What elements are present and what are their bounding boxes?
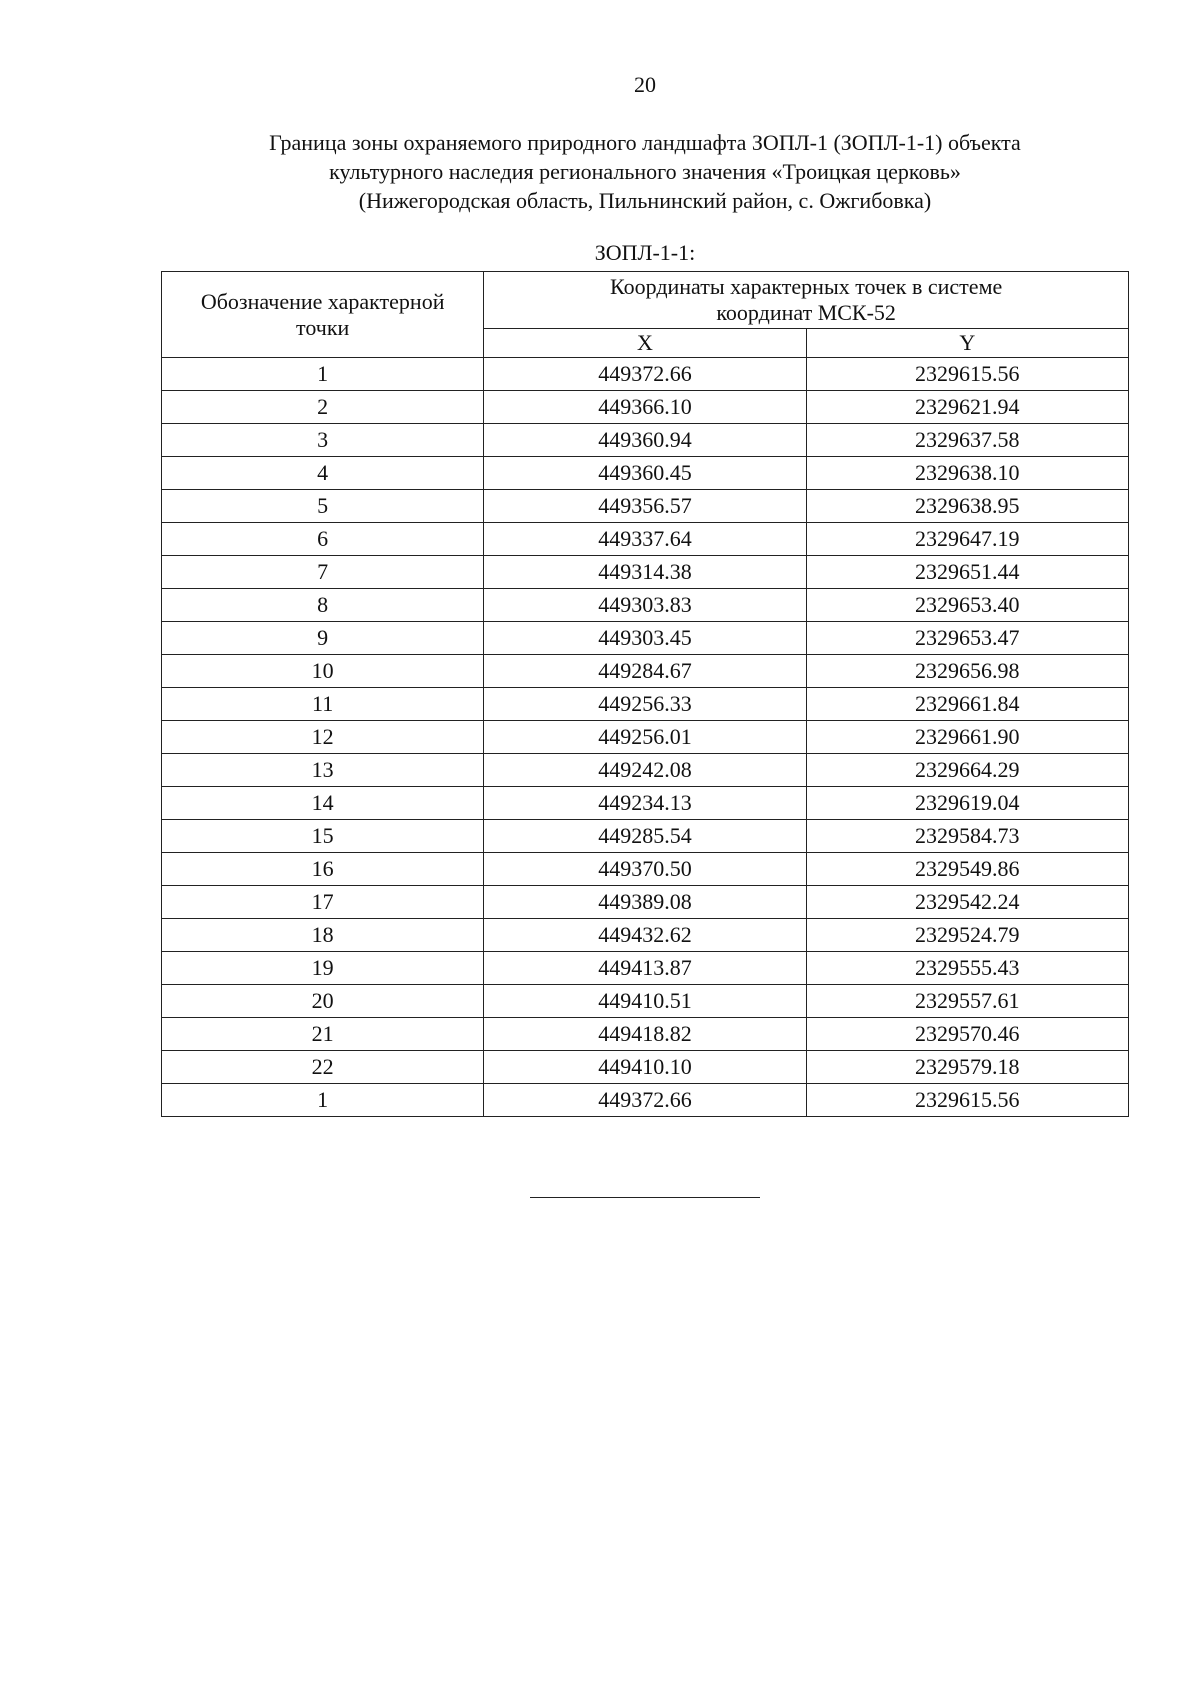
point-cell: 13 bbox=[162, 754, 484, 787]
x-coordinate-cell: 449418.82 bbox=[484, 1018, 806, 1051]
table-row bbox=[162, 589, 1129, 622]
header-coords-line-2: координат МСК-52 bbox=[716, 300, 896, 325]
table-row bbox=[162, 556, 1129, 589]
y-coordinate-cell: 2329579.18 bbox=[806, 1051, 1128, 1084]
header-point-line-1: Обозначение характерной bbox=[200, 288, 445, 314]
table-row bbox=[162, 1018, 1129, 1051]
point-cell: 19 bbox=[162, 952, 484, 985]
table-row bbox=[162, 1051, 1129, 1084]
point-cell: 16 bbox=[162, 853, 484, 886]
header-coordinates bbox=[484, 272, 1129, 329]
table-row bbox=[162, 688, 1129, 721]
x-coordinate-cell: 449413.87 bbox=[484, 952, 806, 985]
y-coordinate-cell: 2329619.04 bbox=[806, 787, 1128, 820]
y-coordinate-cell: 2329549.86 bbox=[806, 853, 1128, 886]
table-row bbox=[162, 1084, 1129, 1117]
point-cell: 21 bbox=[162, 1018, 484, 1051]
x-coordinate-cell: 449410.10 bbox=[484, 1051, 806, 1084]
y-coordinate-cell: 2329557.61 bbox=[806, 985, 1128, 1018]
x-coordinate-cell: 449410.51 bbox=[484, 985, 806, 1018]
y-coordinate-cell: 2329647.19 bbox=[806, 523, 1128, 556]
y-coordinate-cell: 2329621.94 bbox=[806, 391, 1128, 424]
point-cell: 11 bbox=[162, 688, 484, 721]
table-row bbox=[162, 424, 1129, 457]
table-row bbox=[162, 523, 1129, 556]
table-row bbox=[162, 457, 1129, 490]
table-row bbox=[162, 754, 1129, 787]
table-caption: ЗОПЛ-1-1: bbox=[594, 240, 696, 265]
x-coordinate-cell: 449314.38 bbox=[484, 556, 806, 589]
point-cell: 1 bbox=[162, 1084, 484, 1117]
point-cell: 14 bbox=[162, 787, 484, 820]
y-coordinate-cell: 2329653.40 bbox=[806, 589, 1128, 622]
point-cell: 9 bbox=[162, 622, 484, 655]
table-row bbox=[162, 358, 1129, 391]
x-coordinate-cell: 449337.64 bbox=[484, 523, 806, 556]
title-line-3: (Нижегородская область, Пильнинский район, с. Ожгибовка) bbox=[358, 188, 932, 213]
x-coordinate-cell: 449389.08 bbox=[484, 886, 806, 919]
point-cell: 4 bbox=[162, 457, 484, 490]
x-coordinate-cell: 449284.67 bbox=[484, 655, 806, 688]
header-point-line-2: точки bbox=[296, 314, 350, 340]
point-cell: 10 bbox=[162, 655, 484, 688]
point-cell: 17 bbox=[162, 886, 484, 919]
point-cell: 22 bbox=[162, 1051, 484, 1084]
table-row bbox=[162, 886, 1129, 919]
x-coordinate-cell: 449256.33 bbox=[484, 688, 806, 721]
x-coordinate-cell: 449285.54 bbox=[484, 820, 806, 853]
y-coordinate-cell: 2329661.84 bbox=[806, 688, 1128, 721]
y-coordinate-cell: 2329661.90 bbox=[806, 721, 1128, 754]
x-coordinate-cell: 449372.66 bbox=[484, 358, 806, 391]
point-cell: 3 bbox=[162, 424, 484, 457]
table-body bbox=[162, 358, 1129, 1117]
y-coordinate-cell: 2329570.46 bbox=[806, 1018, 1128, 1051]
header-x: X bbox=[484, 329, 806, 358]
header-y: Y bbox=[806, 329, 1128, 358]
point-cell: 12 bbox=[162, 721, 484, 754]
x-coordinate-cell: 449256.01 bbox=[484, 721, 806, 754]
x-coordinate-cell: 449432.62 bbox=[484, 919, 806, 952]
y-coordinate-cell: 2329584.73 bbox=[806, 820, 1128, 853]
header-point-designation bbox=[162, 272, 484, 358]
x-coordinate-cell: 449242.08 bbox=[484, 754, 806, 787]
table-header bbox=[162, 272, 1129, 358]
table-row bbox=[162, 919, 1129, 952]
y-coordinate-cell: 2329542.24 bbox=[806, 886, 1128, 919]
y-coordinate-cell: 2329615.56 bbox=[806, 358, 1128, 391]
title-line-2: культурного наследия регионального значения «Троицкая церковь» bbox=[329, 159, 961, 184]
table-row bbox=[162, 985, 1129, 1018]
y-coordinate-cell: 2329637.58 bbox=[806, 424, 1128, 457]
y-coordinate-cell: 2329524.79 bbox=[806, 919, 1128, 952]
x-coordinate-cell: 449360.45 bbox=[484, 457, 806, 490]
x-coordinate-cell: 449370.50 bbox=[484, 853, 806, 886]
y-coordinate-cell: 2329615.56 bbox=[806, 1084, 1128, 1117]
coordinates-table bbox=[161, 271, 1129, 1117]
point-cell: 15 bbox=[162, 820, 484, 853]
table-row bbox=[162, 820, 1129, 853]
title-line-1: Граница зоны охраняемого природного ландшафта ЗОПЛ-1 (ЗОПЛ-1-1) объекта bbox=[269, 130, 1021, 155]
table-row bbox=[162, 490, 1129, 523]
table-row bbox=[162, 952, 1129, 985]
point-cell: 7 bbox=[162, 556, 484, 589]
y-coordinate-cell: 2329638.10 bbox=[806, 457, 1128, 490]
y-coordinate-cell: 2329638.95 bbox=[806, 490, 1128, 523]
end-divider-line bbox=[530, 1197, 760, 1198]
point-cell: 20 bbox=[162, 985, 484, 1018]
point-cell: 18 bbox=[162, 919, 484, 952]
table-row bbox=[162, 721, 1129, 754]
table-row bbox=[162, 391, 1129, 424]
table-row bbox=[162, 787, 1129, 820]
point-cell: 6 bbox=[162, 523, 484, 556]
y-coordinate-cell: 2329653.47 bbox=[806, 622, 1128, 655]
x-coordinate-cell: 449356.57 bbox=[484, 490, 806, 523]
y-coordinate-cell: 2329555.43 bbox=[806, 952, 1128, 985]
page-number: 20 bbox=[634, 72, 656, 97]
x-coordinate-cell: 449366.10 bbox=[484, 391, 806, 424]
document-title bbox=[160, 128, 1130, 215]
x-coordinate-cell: 449234.13 bbox=[484, 787, 806, 820]
y-coordinate-cell: 2329656.98 bbox=[806, 655, 1128, 688]
x-coordinate-cell: 449303.83 bbox=[484, 589, 806, 622]
table-row bbox=[162, 622, 1129, 655]
header-coords-line-1: Координаты характерных точек в системе bbox=[610, 274, 1003, 299]
table-row bbox=[162, 655, 1129, 688]
point-cell: 1 bbox=[162, 358, 484, 391]
table-row bbox=[162, 853, 1129, 886]
x-coordinate-cell: 449303.45 bbox=[484, 622, 806, 655]
point-cell: 2 bbox=[162, 391, 484, 424]
y-coordinate-cell: 2329651.44 bbox=[806, 556, 1128, 589]
point-cell: 5 bbox=[162, 490, 484, 523]
y-coordinate-cell: 2329664.29 bbox=[806, 754, 1128, 787]
point-cell: 8 bbox=[162, 589, 484, 622]
x-coordinate-cell: 449360.94 bbox=[484, 424, 806, 457]
x-coordinate-cell: 449372.66 bbox=[484, 1084, 806, 1117]
